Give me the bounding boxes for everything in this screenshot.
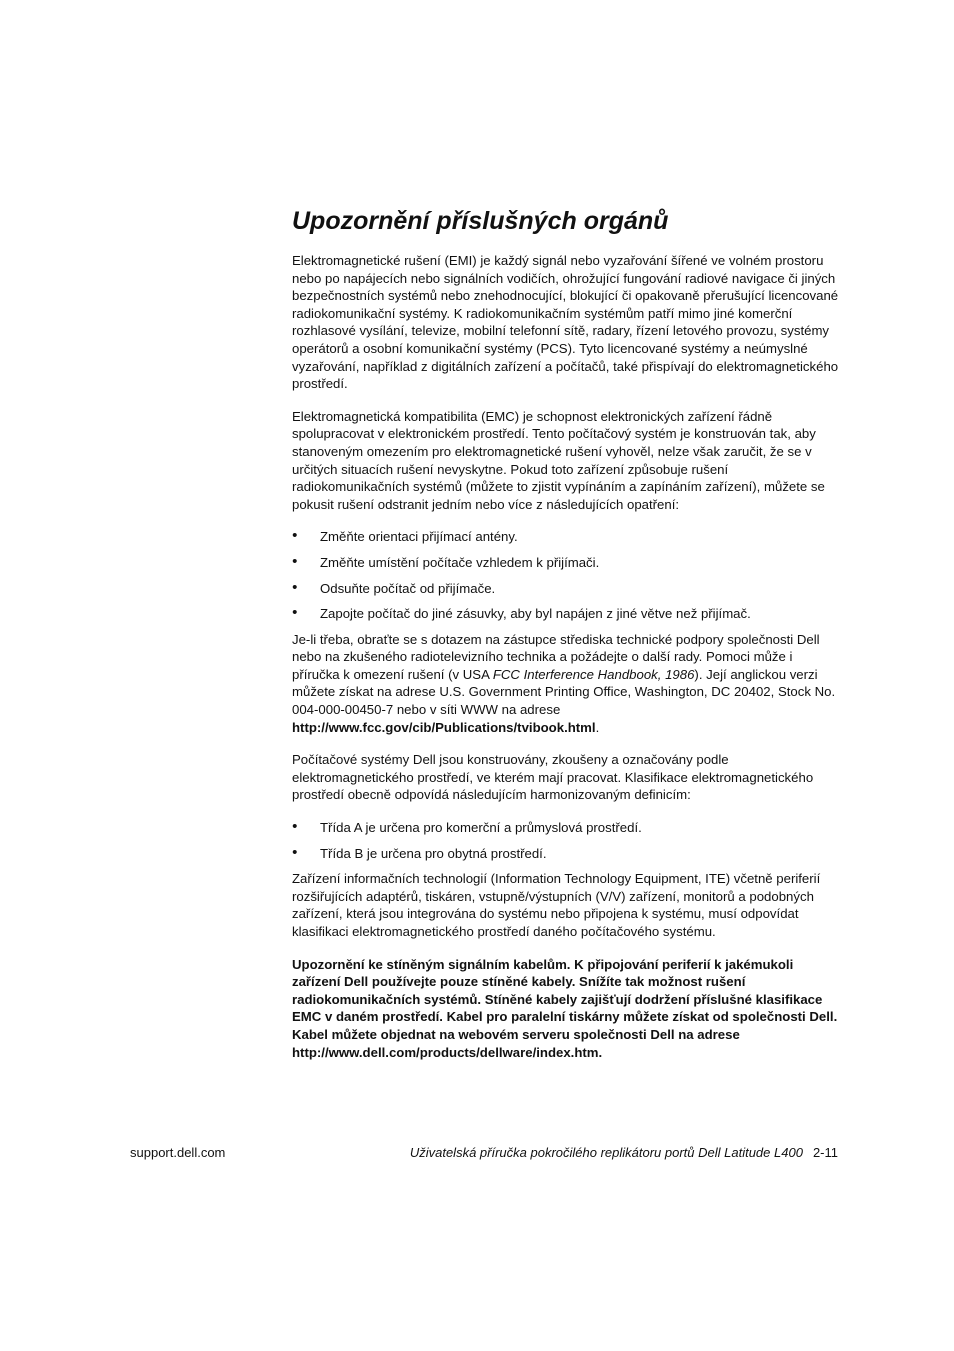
list-item (292, 845, 840, 863)
bullet-icon: • (292, 578, 298, 596)
bullet-icon: • (292, 552, 298, 570)
list-item-text: Třída B je určena pro obytná prostředí. (320, 845, 547, 861)
page-content (292, 204, 840, 1076)
bullet-icon: • (292, 843, 298, 861)
list-item-text: Změňte umístění počítače vzhledem k přijímači. (320, 554, 600, 570)
paragraph-emc: Elektromagnetická kompatibilita (EMC) je schopnost elektronických zařízení řádně spolupracovat v elektronickém prostředí. Tento počítačový systém je konstruován tak, aby stanoveným omezením pro elektromagnetické rušení vyhověl, nelze však zaručit, že se v určitých situacích rušení nevyskytne. Pokud toto zařízení způsobuje rušení radiokomunikačních systémů (můžete to zjistit vypínáním a zapínáním zařízení), můžete se pokusit rušení odstranit jedním nebo více z následujících opatření: (292, 408, 825, 512)
paragraph-emi: Elektromagnetické rušení (EMI) je každý signál nebo vyzařování šířené ve volném prostoru nebo po napájecích nebo signálních vodičích, ohrožující fungování radiové navigace či jiných bezpečnostních systémů nebo znehodnocující, blokující či opakovaně přerušující licencované radiokomunikační systémy. K radiokomunikačním systémům patří mimo jiné komerční rozhlasové vysílání, televize, mobilní telefonní sítě, radary, řízení letového provozu, systémy operátorů a osobní komunikační systémy (PCS). Tyto licencované systémy a neúmyslné vyzařování, například z digitálních zařízení a počítačů, také přispívají do elektromagnetického prostředí. (292, 253, 839, 392)
bullet-icon: • (292, 818, 298, 836)
footer-title-text: Uživatelská příručka pokročilého replikátoru portů Dell Latitude L400 (409, 1145, 803, 1160)
footer-doc-title (410, 1145, 838, 1161)
remedy-list (292, 528, 840, 622)
paragraph-text: Je-li třeba, obraťte se s dotazem na zástupce střediska technické podpory společnosti Dell nebo na zkušeného radiotelevizního technika a požádejte o další rady. Pomoci může i příručka k omezení rušení (v USA (292, 631, 820, 682)
page-title: Upozornění příslušných orgánů (292, 207, 669, 235)
footer-website: support.dell.com (130, 1145, 226, 1160)
list-item (292, 580, 840, 598)
list-item-text: Zapojte počítač do jiné zásuvky, aby byl napájen z jiné větve než přijímač. (320, 606, 751, 622)
handbook-title: FCC Interference Handbook, 1986 (492, 666, 695, 682)
paragraph-support (292, 631, 840, 737)
paragraph-classification: Počítačové systémy Dell jsou konstruovány, zkoušeny a označovány podle elektromagnetického prostředí, ve kterém mají pracovat. Klasifikace elektromagnetického prostředí obecně odpovídá následujícím harmonizovaným definicím: (292, 752, 814, 803)
fcc-link[interactable]: http://www.fcc.gov/cib/Publications/tvibook.html (292, 719, 596, 735)
bullet-icon: • (292, 527, 298, 545)
list-item (292, 605, 840, 623)
paragraph-shielded-cables-notice: Upozornění ke stíněným signálním kabelům. K připojování periferií k jakémukoli zařízení Dell používejte pouze stíněné kabely. Snížíte tak možnost rušení radiokomunikačních systémů. Stíněné kabely zajišťují dodržení příslušné klasifikace EMC v daném prostředí. Kabel pro paralelní tiskárny můžete získat od společnosti Dell. Kabel můžete objednat na webovém serveru společnosti Dell na adrese http://www.dell.com/products/dellware/index.htm. (292, 956, 838, 1060)
list-item (292, 819, 840, 837)
paragraph-text: . (595, 719, 600, 735)
list-item (292, 528, 840, 546)
paragraph-text: ). Její anglickou verzi můžete získat na adrese U.S. Government Printing Office, Washington, DC 20402, Stock No. 004-000-00450-7 nebo v síti WWW na adrese (292, 666, 836, 718)
list-item-text: Odsuňte počítač od přijímače. (320, 580, 496, 596)
class-list (292, 819, 840, 862)
paragraph-ite: Zařízení informačních technologií (Information Technology Equipment, ITE) včetně periferií rozšiřujících adaptérů, tiskáren, vstupně/výstupních (V/V) zařízení, monitorů a podobných zařízení, která jsou integrována do systému nebo připojena k systému, musí odpovídat klasifikaci elektromagnetického prostředí daného počítačového systému. (292, 871, 821, 939)
list-item-text: Změňte orientaci přijímací antény. (320, 529, 518, 545)
list-item-text: Třída A je určena pro komerční a průmyslová prostředí. (320, 820, 642, 836)
bullet-icon: • (292, 604, 298, 622)
page-number: 2-11 (812, 1145, 838, 1160)
list-item (292, 554, 840, 572)
